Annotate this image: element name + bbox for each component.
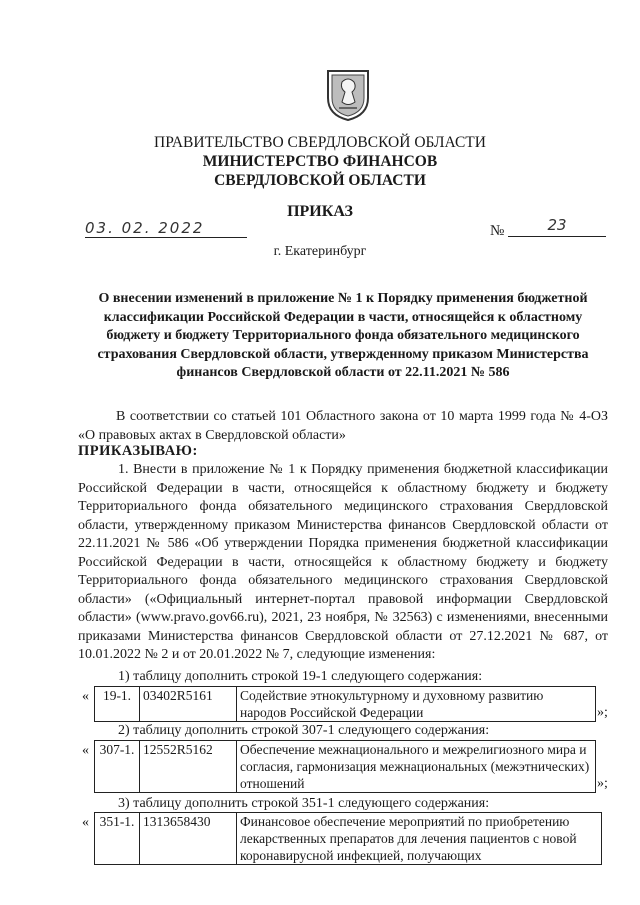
item-3-table bbox=[94, 812, 602, 865]
item-2-close-quote: »; bbox=[597, 776, 608, 791]
row-description: Содействие этнокультурному и духовному развитию народов Российской Федерации bbox=[237, 687, 596, 722]
item-3-open-quote: « bbox=[82, 815, 89, 830]
row-description: Финансовое обеспечение мероприятий по приобретению лекарственных препаратов для лечения пациентов с новой коронавирусной инфекцией, получающих bbox=[237, 813, 602, 865]
row-kbk: 12552R5162 bbox=[140, 741, 237, 793]
row-code: 19-1. bbox=[95, 687, 140, 722]
number-label: № bbox=[490, 223, 505, 239]
coat-of-arms-icon bbox=[325, 68, 371, 122]
item-1-table bbox=[94, 686, 596, 722]
table-row bbox=[95, 741, 596, 793]
order-subject: О внесении изменений в приложение № 1 к Порядку применения бюджетной классификации Российской Федерации в части, относящейся к областному бюджету и бюджету Территориального фонда обязательного медицинского страхования Свердловской области, утвержденному приказом Министерства финансов Свердловской области от 22.11.2021 № 586 bbox=[97, 291, 589, 380]
order-date: 03. 02. 2022 bbox=[85, 219, 247, 238]
row-code: 351-1. bbox=[95, 813, 140, 865]
item-2-label: 2) таблицу дополнить строкой 307-1 следующего содержания: bbox=[118, 723, 490, 738]
ministry-name: МИНИСТЕРСТВО ФИНАНСОВ bbox=[202, 153, 438, 170]
item-1-open-quote: « bbox=[82, 689, 89, 704]
item-3-label: 3) таблицу дополнить строкой 351-1 следующего содержания: bbox=[118, 796, 490, 811]
item-2-open-quote: « bbox=[82, 743, 89, 758]
row-kbk: 03402R5161 bbox=[140, 687, 237, 722]
document-type: ПРИКАЗ bbox=[287, 203, 353, 220]
ministry-region: СВЕРДЛОВСКОЙ ОБЛАСТИ bbox=[214, 172, 426, 189]
item-2-table bbox=[94, 740, 596, 793]
table-row bbox=[95, 813, 602, 865]
item-1-label: 1) таблицу дополнить строкой 19-1 следующего содержания: bbox=[118, 669, 483, 684]
order-number: 23 bbox=[508, 216, 606, 237]
row-code: 307-1. bbox=[95, 741, 140, 793]
row-description: Обеспечение межнационального и межрелигиозного мира и согласия, гармонизация межнациональных (межэтнических) отношений bbox=[237, 741, 596, 793]
order-word: ПРИКАЗЫВАЮ: bbox=[78, 443, 198, 459]
row-kbk: 1313658430 bbox=[140, 813, 237, 865]
city: г. Екатеринбург bbox=[273, 244, 367, 259]
point-1: 1. Внести в приложение № 1 к Порядку применения бюджетной классификации Российской Федерации в части, относящейся к областному бюджету и бюджету Территориального фонда обязательного медицинского страхования Свердловской области, утвержденному приказом Министерства финансов Свердловской области от 22.11.2021 № 586 «Об утверждении Порядка применения бюджетной классификации Российской Федерации в части, относящейся к областному бюджету и бюджету Территориального фонда обязательного медицинского страхования Свердловской области» («Официальный интернет-портал правовой информации Свердловской области» (www.pravo.gov66.ru), 2021, 23 ноября, № 32563) с изменениями, внесенными приказами Министерства финансов Свердловской области от 27.12.2021 № 687, от 10.01.2022 № 2 и от 20.01.2022 № 7, следующие изменения: bbox=[78, 462, 608, 662]
government-name: ПРАВИТЕЛЬСТВО СВЕРДЛОВСКОЙ ОБЛАСТИ bbox=[154, 134, 486, 151]
table-row bbox=[95, 687, 596, 722]
preamble: В соответствии со статьей 101 Областного закона от 10 марта 1999 года № 4-ОЗ «О правовых актах в Свердловской области» bbox=[78, 409, 608, 443]
item-1-close-quote: »; bbox=[597, 705, 608, 720]
